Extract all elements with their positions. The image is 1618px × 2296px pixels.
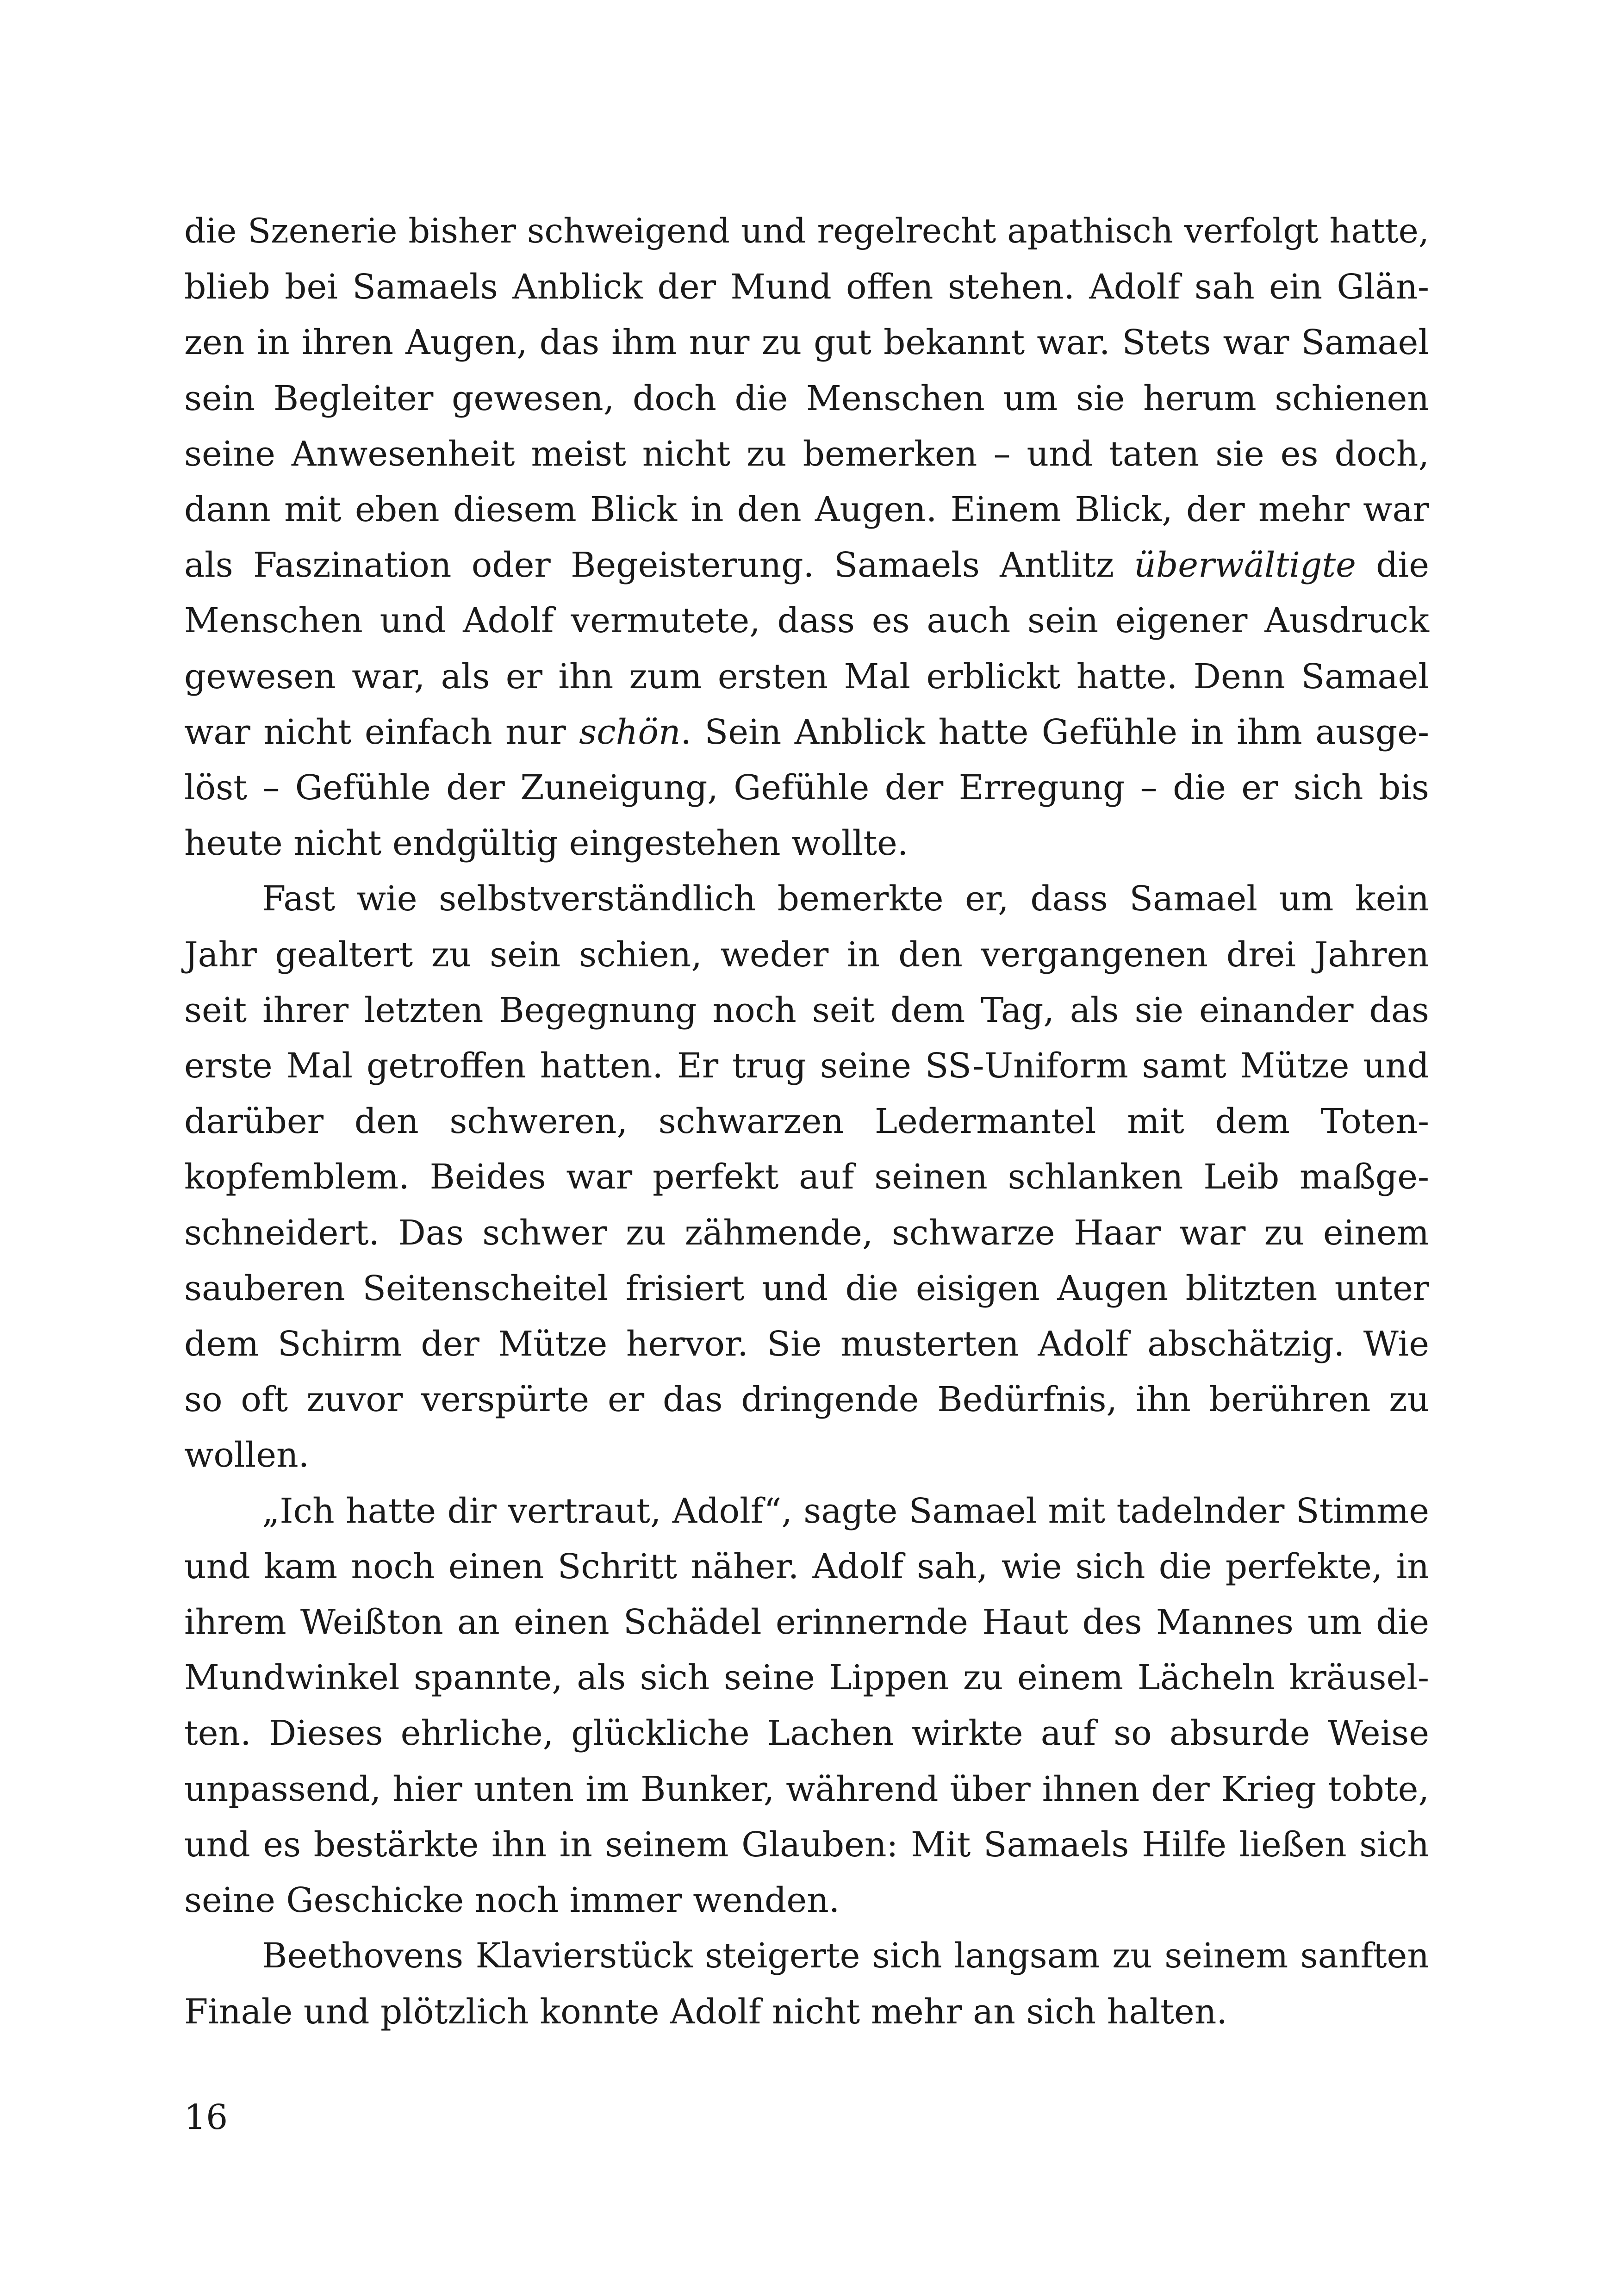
emphasis-text: überwältigte (1134, 545, 1356, 585)
text-segment: und kam noch einen Schritt näher. Adolf sah, wie sich die perfekte, in (184, 1546, 1429, 1587)
text-segment: löst – Gefühle der Zuneigung, Gefühle der Erregung – die er sich bis (184, 768, 1429, 808)
text-line (184, 927, 1429, 983)
text-segment: heute nicht endgültig eingestehen wollte. (184, 823, 909, 864)
text-line (184, 1094, 1429, 1149)
paragraph (184, 1483, 1429, 1929)
text-line (184, 537, 1429, 593)
text-segment: als Faszination oder Begeisterung. Samaels Antlitz (184, 545, 1134, 585)
text-line (184, 1316, 1429, 1372)
paragraph (184, 204, 1429, 871)
text-segment: Fast wie selbstverständlich bemerkte er, dass Samael um kein (262, 879, 1429, 919)
text-line (184, 1594, 1429, 1650)
text-segment: gewesen war, als er ihn zum ersten Mal erblickt hatte. Denn Samael (184, 656, 1429, 697)
text-segment: Jahr gealtert zu sein schien, weder in den vergangenen drei Jahren (184, 934, 1429, 975)
text-segment: Mundwinkel spannte, als sich seine Lippen zu einem Lächeln kräusel- (184, 1658, 1429, 1698)
text-line (184, 1149, 1429, 1205)
text-line (184, 1205, 1429, 1261)
text-line (184, 983, 1429, 1038)
text-line (184, 1761, 1429, 1817)
text-segment: zen in ihren Augen, das ihm nur zu gut bekannt war. Stets war Samael (184, 323, 1429, 363)
text-segment: die (1356, 545, 1429, 585)
text-segment: seine Geschicke noch immer wenden. (184, 1880, 840, 1921)
text-segment: die Szenerie bisher schweigend und regelrecht apathisch verfolgt hatte, (184, 212, 1429, 251)
text-line (184, 204, 1429, 259)
text-segment: ten. Dieses ehrliche, glückliche Lachen wirkte auf so absurde Weise (184, 1713, 1429, 1754)
text-line (184, 1261, 1429, 1316)
text-segment: so oft zuvor verspürte er das dringende Bedürfnis, ihn berühren zu (184, 1380, 1429, 1420)
text-segment: schneidert. Das schwer zu zähmende, schwarze Haar war zu einem (184, 1213, 1429, 1253)
text-line (184, 1372, 1429, 1427)
text-line (184, 1817, 1429, 1873)
text-line (184, 1427, 1429, 1483)
text-segment: blieb bei Samaels Anblick der Mund offen stehen. Adolf sah ein Glän- (184, 267, 1429, 307)
text-line (184, 704, 1429, 760)
text-segment: und es bestärkte ihn in seinem Glauben: Mit Samaels Hilfe ließen sich (184, 1824, 1429, 1865)
text-segment: wollen. (184, 1435, 310, 1475)
text-line (184, 1038, 1429, 1094)
text-line (184, 871, 1429, 927)
text-line (184, 1984, 1429, 2040)
text-segment: „Ich hatte dir vertraut, Adolf“, sagte Samael mit tadelnder Stimme (262, 1491, 1429, 1531)
text-segment: seine Anwesenheit meist nicht zu bemerken – und taten sie es doch, (184, 434, 1429, 474)
page-number: 16 (184, 2097, 228, 2137)
text-segment: dem Schirm der Mütze hervor. Sie musterten Adolf abschätzig. Wie (184, 1324, 1429, 1364)
text-segment: sein Begleiter gewesen, doch die Menschen um sie herum schienen (184, 378, 1429, 418)
text-line (184, 482, 1429, 537)
paragraph (184, 1928, 1429, 2039)
body-text (184, 204, 1429, 2040)
text-segment: ihrem Weißton an einen Schädel erinnernde Haut des Mannes um die (184, 1602, 1429, 1643)
text-line (184, 315, 1429, 370)
text-segment: seit ihrer letzten Begegnung noch seit dem Tag, als sie einander das (184, 990, 1429, 1030)
paragraph (184, 871, 1429, 1483)
text-line (184, 593, 1429, 648)
text-segment: Finale und plötzlich konnte Adolf nicht mehr an sich halten. (184, 1991, 1227, 2032)
text-line (184, 649, 1429, 704)
text-segment: sauberen Seitenscheitel frisiert und die eisigen Augen blitzten unter (184, 1268, 1429, 1308)
text-line (184, 1539, 1429, 1594)
text-segment: Beethovens Klavierstück steigerte sich langsam zu seinem sanften (262, 1936, 1429, 1976)
text-segment: kopfemblem. Beides war perfekt auf seinen schlanken Leib maßge- (184, 1157, 1429, 1197)
text-segment: Menschen und Adolf vermutete, dass es auch sein eigener Ausdruck (184, 601, 1429, 641)
text-segment: dann mit eben diesem Blick in den Augen. Einem Blick, der mehr war (184, 490, 1429, 530)
text-segment: darüber den schweren, schwarzen Ledermantel mit dem Toten- (184, 1101, 1429, 1142)
text-segment: war nicht einfach nur (184, 712, 579, 752)
text-segment: . Sein Anblick hatte Gefühle in ihm ausge- (680, 712, 1429, 752)
text-segment: erste Mal getroffen hatten. Er trug seine SS-Uniform samt Mütze und (184, 1046, 1429, 1086)
text-line (184, 1483, 1429, 1539)
text-line (184, 1705, 1429, 1761)
text-segment: unpassend, hier unten im Bunker, während über ihnen der Krieg tobte, (184, 1769, 1429, 1809)
text-line (184, 426, 1429, 482)
emphasis-text: schön (579, 712, 681, 752)
text-line (184, 760, 1429, 815)
text-line (184, 1650, 1429, 1705)
text-line (184, 1873, 1429, 1928)
text-line (184, 371, 1429, 426)
text-line (184, 1928, 1429, 1984)
text-line (184, 815, 1429, 871)
text-line (184, 259, 1429, 315)
